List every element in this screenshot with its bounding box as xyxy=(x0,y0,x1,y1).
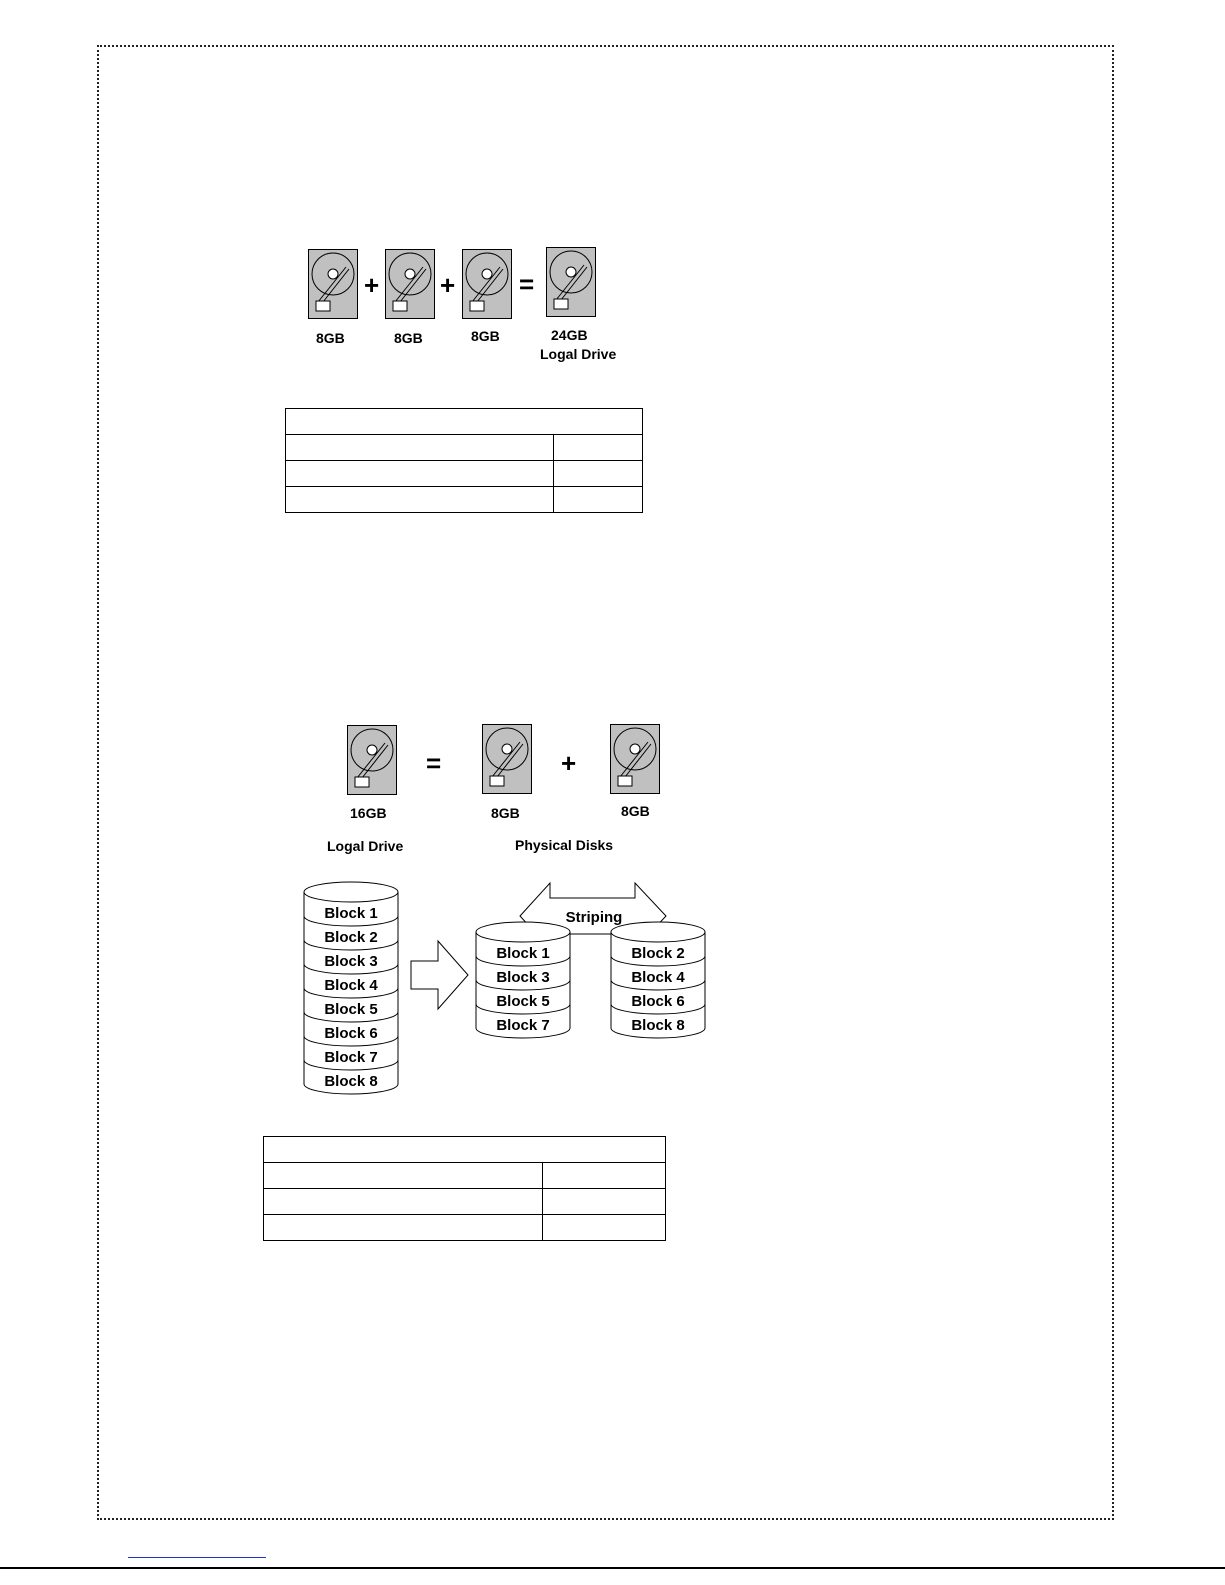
equals-sign: = xyxy=(519,269,535,299)
table-cell xyxy=(264,1137,666,1163)
logical-drive-capacity-label: 24GB xyxy=(551,327,588,343)
table-row xyxy=(264,1137,666,1163)
block-label: Block 3 xyxy=(324,953,378,970)
cylinder-top xyxy=(611,922,705,942)
cylinder-top xyxy=(476,922,570,942)
table-row xyxy=(264,1189,666,1215)
block-label: Block 5 xyxy=(324,1001,378,1018)
bottom-rule xyxy=(0,1567,1225,1569)
physical-disk-capacity-label: 8GB xyxy=(491,805,520,821)
cylinder-top xyxy=(304,882,398,902)
block-label: Block 6 xyxy=(631,993,685,1010)
disk-b-block-stack xyxy=(611,922,705,1038)
block-label: Block 8 xyxy=(324,1073,378,1090)
table-cell xyxy=(264,1163,543,1189)
physical-disks-label: Physical Disks xyxy=(515,837,614,853)
disk-a-block-stack xyxy=(476,922,570,1038)
block-label: Block 7 xyxy=(496,1017,550,1034)
disk-capacity-label: 8GB xyxy=(394,330,423,346)
logical-drive-capacity-label: 16GB xyxy=(350,805,387,821)
right-arrow-icon xyxy=(411,941,468,1009)
table-cell xyxy=(264,1215,543,1241)
block-label: Block 7 xyxy=(324,1049,378,1066)
source-block-stack xyxy=(304,882,398,1094)
table-cell xyxy=(543,1163,666,1189)
block-label: Block 1 xyxy=(496,945,550,962)
disk-capacity-label: 8GB xyxy=(316,330,345,346)
striping-label: Striping xyxy=(565,909,623,926)
block-label: Block 4 xyxy=(631,969,685,986)
block-label: Block 3 xyxy=(496,969,550,986)
plus-sign: + xyxy=(364,270,380,300)
block-label: Block 8 xyxy=(631,1017,685,1034)
logical-drive-label: Logal Drive xyxy=(327,838,404,854)
block-label: Block 6 xyxy=(324,1025,378,1042)
table-row xyxy=(264,1215,666,1241)
table-cell xyxy=(543,1189,666,1215)
logical-drive-label: Logal Drive xyxy=(540,346,617,362)
block-label: Block 4 xyxy=(324,977,378,994)
table-cell xyxy=(264,1189,543,1215)
equals-sign: = xyxy=(426,748,442,778)
block-label: Block 2 xyxy=(324,929,378,946)
footer-link-underline xyxy=(128,1557,266,1558)
plus-sign: + xyxy=(440,270,456,300)
plus-sign: + xyxy=(561,748,577,778)
block-label: Block 1 xyxy=(324,905,378,922)
physical-disk-capacity-label: 8GB xyxy=(621,803,650,819)
table-cell xyxy=(543,1215,666,1241)
table-row xyxy=(264,1163,666,1189)
striping-summary-table xyxy=(263,1136,666,1241)
block-label: Block 5 xyxy=(496,993,550,1010)
disk-capacity-label: 8GB xyxy=(471,328,500,344)
block-label: Block 2 xyxy=(631,945,685,962)
